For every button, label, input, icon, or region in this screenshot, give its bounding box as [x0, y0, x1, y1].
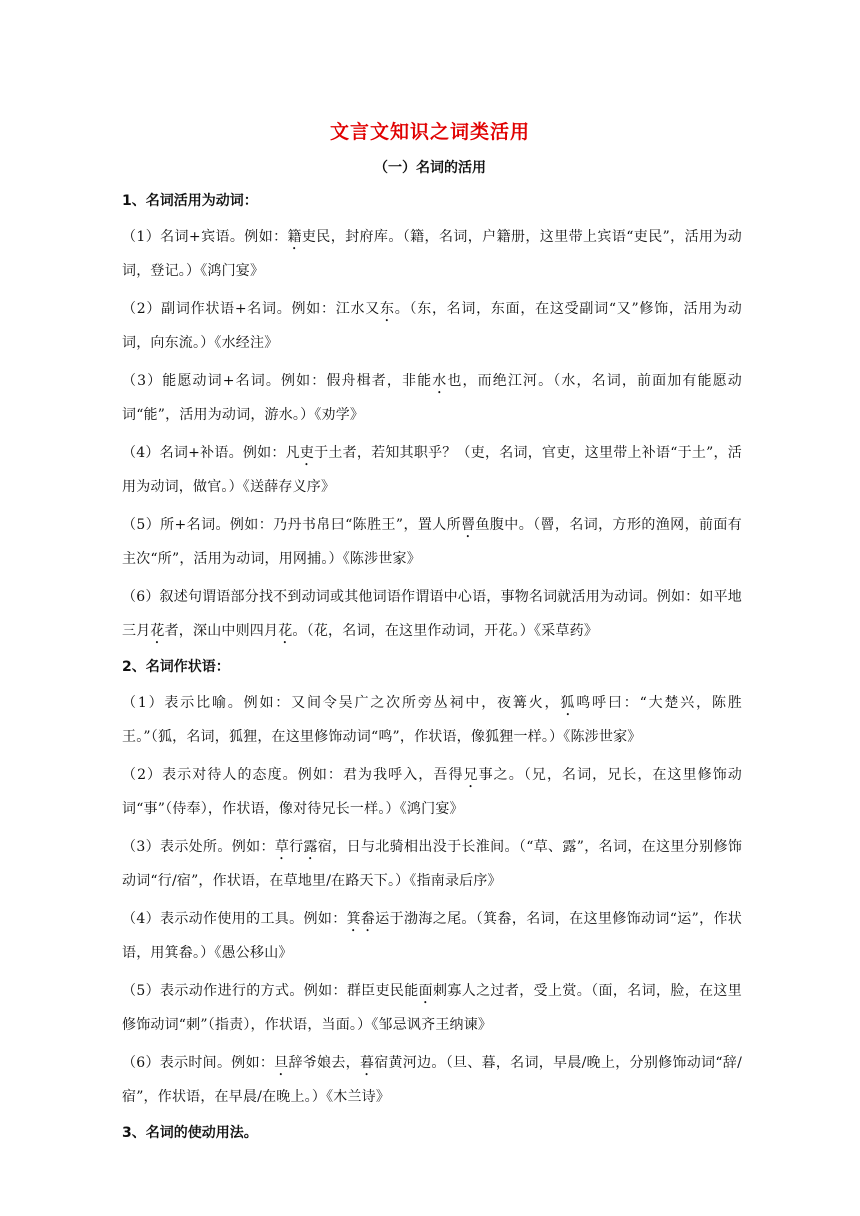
paragraph: （6）叙述句谓语部分找不到动词或其他词语作谓语中心语，事物名词就活用为动词。例如：如平地三月花者，深山中则四月花。（花，名词，在这里作动词，开花。）《采草药》	[122, 589, 742, 639]
paragraph: （5）表示动作进行的方式。例如：群臣吏民能面刺寡人之过者，受上赏。（面，名词，脸，在这里修饰动词“刺”（指责），作状语，当面。）《邹忌讽齐王纳谏》	[122, 983, 743, 1033]
document-body	[122, 186, 742, 1152]
section-subtitle: （一）名词的活用	[374, 160, 486, 176]
paragraph: （1）名词+宾语。例如：籍吏民，封府库。（籍，名词，户籍册，这里带上宾语“吏民”，活用为动词，登记。）《鸿门宴》	[122, 229, 742, 279]
section-heading: 2、名词作状语：	[122, 659, 230, 675]
paragraph: （4）名词+补语。例如：凡吏于土者，若知其职乎？（吏，名词，官吏，这里带上补语“于土”，活用为动词，做官。）《送薛存义序》	[122, 445, 742, 495]
paragraph: （2）副词作状语+名词。例如：江水又东。（东，名词，东面，在这受副词“又”修饰，活用为动词，向东流。）《水经注》	[122, 301, 742, 351]
paragraph: （5）所+名词。例如：乃丹书帛曰“陈胜王”，置人所罾鱼腹中。（罾，名词，方形的渔网，前面有主次“所”，活用为动词，用网捕。）《陈涉世家》	[122, 517, 742, 567]
section-heading: 3、名词的使动用法。	[122, 1125, 258, 1141]
paragraph: （6）表示时间。例如：旦辞爷娘去，暮宿黄河边。（旦、暮，名词，早晨/晚上，分别修饰动词“辞/宿”，作状语，在早晨/在晚上。）《木兰诗》	[122, 1055, 742, 1105]
paragraph: （2）表示对待人的态度。例如：君为我呼入，吾得兄事之。（兄，名词，兄长，在这里修饰动词“事”（侍奉），作状语，像对待兄长一样。）《鸿门宴》	[122, 767, 742, 817]
paragraph: （3）能愿动词+名词。例如：假舟楫者，非能水也，而绝江河。（水，名词，前面加有能愿动词“能”，活用为动词，游水。）《劝学》	[122, 373, 743, 423]
paragraph: （3）表示处所。例如：草行露宿，日与北骑相出没于长淮间。（“草、露”，名词，在这里分别修饰动词“行/宿”，作状语，在草地里/在路天下。）《指南录后序》	[122, 839, 743, 889]
document-title: 文言文知识之词类活用	[329, 121, 530, 143]
paragraph: （1）表示比喻。例如：又间令吴广之次所旁丛祠中，夜篝火，狐鸣呼曰：“大楚兴，陈胜王。”（狐，名词，狐狸，在这里修饰动词“鸣”，作状语，像狐狸一样。）《陈涉世家》	[122, 695, 742, 745]
paragraph: （4）表示动作使用的工具。例如：箕畚运于渤海之尾。（箕畚，名词，在这里修饰动词“运”，作状语，用箕畚。）《愚公移山》	[122, 911, 743, 961]
section-heading: 1、名词活用为动词：	[122, 193, 258, 209]
